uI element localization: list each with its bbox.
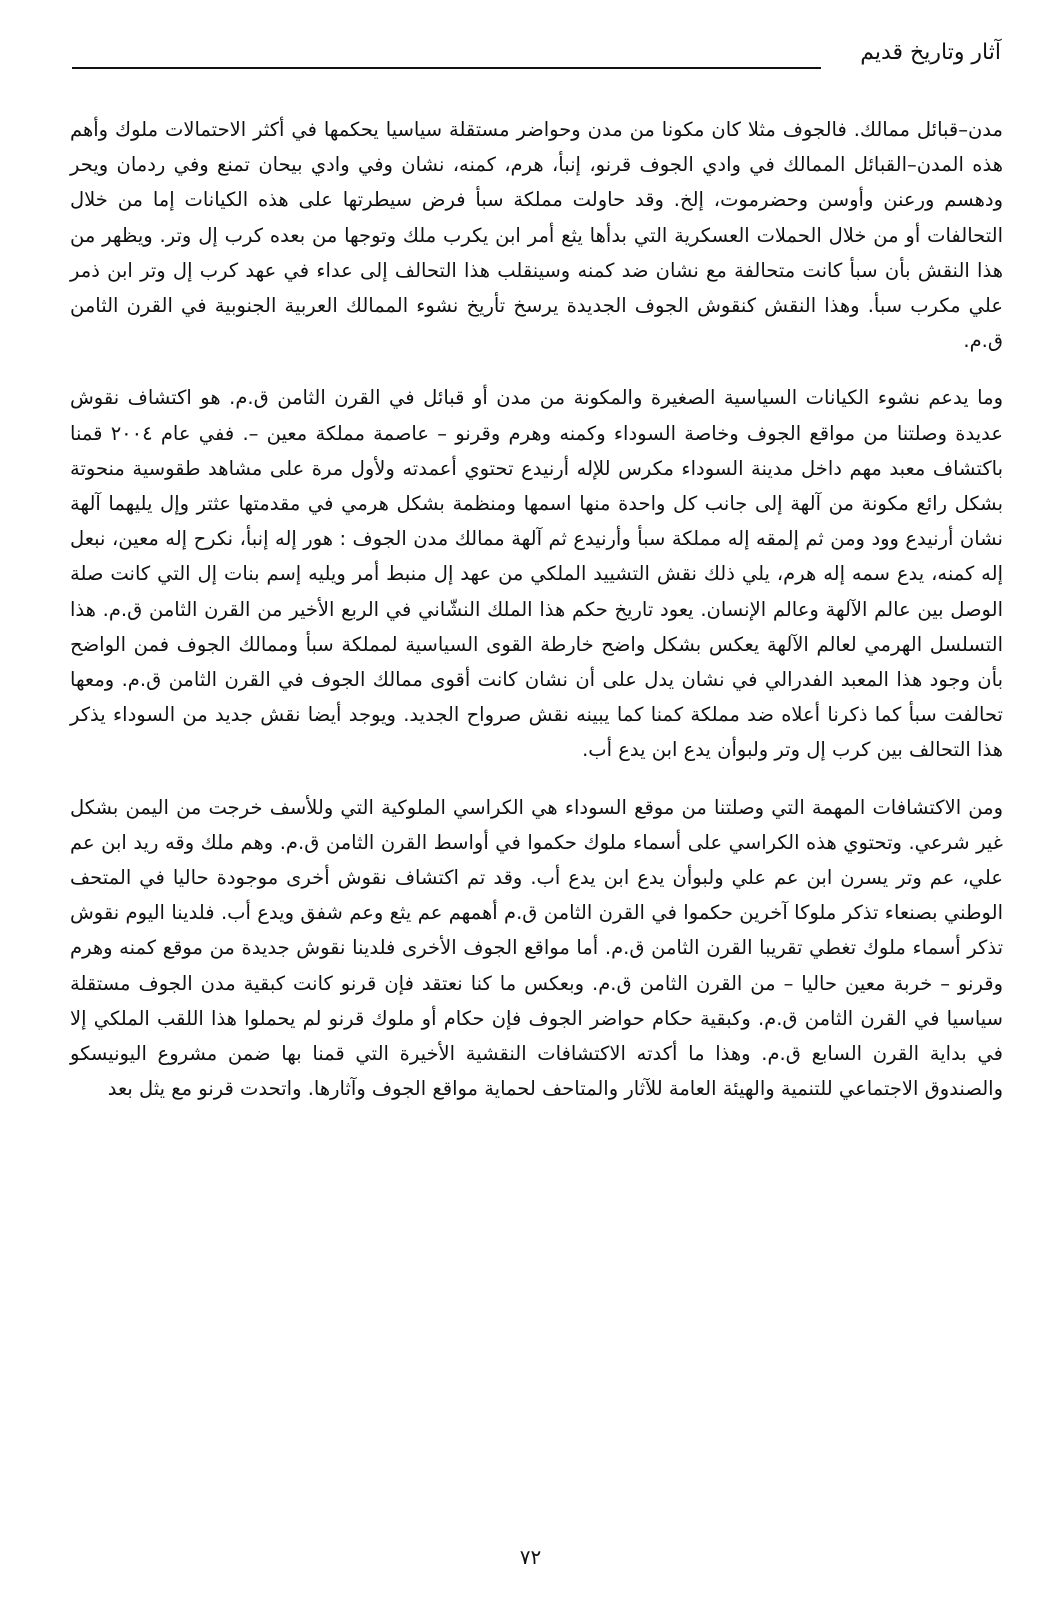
paragraph-2 bbox=[70, 380, 1003, 767]
header-rule bbox=[72, 67, 821, 69]
page-number: ٧٢ bbox=[519, 1545, 542, 1569]
paragraph-3 bbox=[70, 790, 1003, 1107]
paragraph-text: ومن الاكتشافات المهمة التي وصلتنا من موقع السوداء هي الكراسي الملوكية التي وللأسف خرجت من اليمن بشكل غير شرعي. وتحتوي هذه الكراسي على أسماء ملوك حكموا في أواسط القرن الثامن ق.م. وهم ملك وقه ريد ابن عم علي، عم وتر يسرن ابن عم علي ولبوأن يدع ابن يدع أب. وقد تم اكتشاف نقوش أخرى موجودة حاليا في المتحف الوطني بصنعاء تذكر ملوكا آخرين حكموا في القرن الثامن ق.م أهمهم عم يثع وعم شفق ويدع أب. فلدينا اليوم نقوش تذكر أسماء ملوك تغطي تقريبا القرن الثامن ق.م. أما مواقع الجوف الأخرى فلدينا نقوش جديدة من موقع كمنه وهرم وقرنو – خربة معين حاليا – من القرن الثامن ق.م. وبعكس ما كنا نعتقد فإن قرنو كانت كبقية مدن الجوف مستقلة سياسيا في القرن الثامن ق.م. وكبقية حكام حواضر الجوف فإن حكام أو ملوك قرنو لم يحملوا هذا اللقب الملكي إلا في بداية القرن السابع ق.م. وهذا ما أكدته الاكتشافات النقشية الأخيرة التي قمنا بها ضمن مشروع اليونيسكو والصندوق الاجتماعي للتنمية والهيئة العامة للآثار والمتاحف لحماية مواقع الجوف وآثارها. واتحدت قرنو مع يثل بعد bbox=[70, 795, 1003, 1101]
paragraph-1 bbox=[70, 112, 1003, 358]
paragraph-text: وما يدعم نشوء الكيانات السياسية الصغيرة والمكونة من مدن أو قبائل في القرن الثامن ق.م. هو اكتشاف نقوش عديدة وصلتنا من مواقع الجوف وخاصة السوداء وكمنه وهرم وقرنو – عاصمة مملكة معين –. ففي عام ٢٠٠٤ قمنا باكتشاف معبد مهم داخل مدينة السوداء مكرس للإله أرنيدع تحتوي أعمدته ولأول مرة على مشاهد طقوسية منحوتة بشكل رائع مكونة من آلهة إلى جانب كل واحدة منها اسمها ومنظمة بشكل هرمي في مقدمتها عثتر وإل يليهما آلهة نشان أرنيدع وود ومن ثم إلمقه إله مملكة سبأ وأرنيدع ثم آلهة ممالك مدن الجوف : هور إله إنبأ، نكرح إله معين، نبعل إله كمنه، يدع سمه إله هرم، يلي ذلك نقش التشييد الملكي من عهد إل منبط أمر ويليه إسم بنات إل التي كانت صلة الوصل بين عالم الآلهة وعالم الإنسان. يعود تاريخ حكم هذا الملك النشّاني في الربع الأخير من القرن الثامن ق.م. هذا التسلسل الهرمي لعالم الآلهة يعكس بشكل واضح خارطة القوى السياسية لمملكة سبأ وممالك الجوف فمن الواضح بأن وجود هذا المعبد الفدرالي في نشان يدل على أن نشان كانت أقوى ممالك الجوف في القرن الثامن ق.م. ومعها تحالفت سبأ كما ذكرنا أعلاه ضد مملكة كمنا كما يبينه نقش صرواح الجديد. ويوجد أيضا نقش جديد من السوداء يذكر هذا التحالف بين كرب إل وتر ولبوأن يدع ابن يدع أب. bbox=[70, 386, 1004, 762]
running-header: آثار وتاريخ قديم bbox=[860, 40, 1001, 65]
body-text bbox=[70, 112, 1003, 1128]
paragraph-text: مدن–قبائل ممالك. فالجوف مثلا كان مكونا من مدن وحواضر مستقلة سياسيا يحكمها في أكثر الاحتمالات ملوك وأهم هذه المدن–القبائل الممالك في وادي الجوف قرنو، إنبأ، هرم، كمنه، نشان وفي وادي بيحان تمنع وفي ردمان ويحر ودهسم ورعنن وأوسن وحضرموت، إلخ. وقد حاولت مملكة سبأ فرض سيطرتها على هذه الكيانات إما من خلال التحالفات أو من خلال الحملات العسكرية التي بدأها يثع أمر ابن يكرب ملك وتوجها من بعده كرب إل وتر. ويظهر من هذا النقش بأن سبأ كانت متحالفة مع نشان ضد كمنه وسينقلب هذا التحالف إلى عداء في عهد كرب إل وتر ابن ذمر علي مكرب سبأ. وهذا النقش كنقوش الجوف الجديدة يرسخ تأريخ نشوء الممالك العربية الجنوبية في القرن الثامن ق.م. bbox=[70, 118, 1003, 353]
